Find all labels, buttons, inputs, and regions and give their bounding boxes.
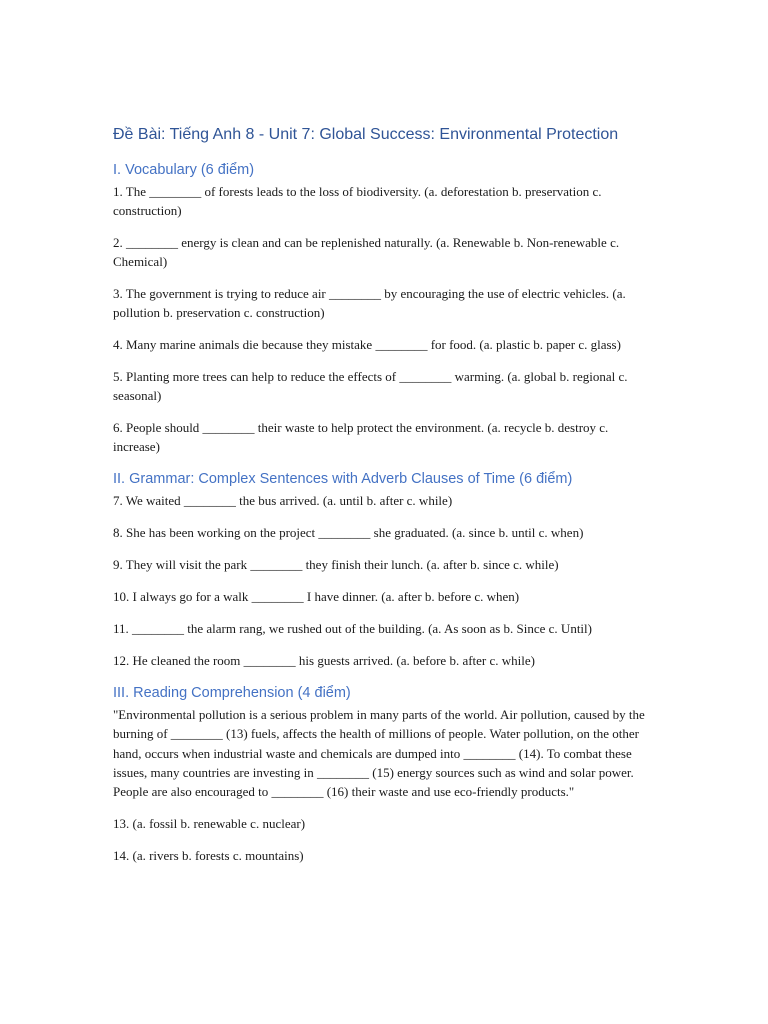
question-2: 2. ________ energy is clean and can be replenished naturally. (a. Renewable b. Non-renewable c. Chemical) bbox=[113, 235, 620, 269]
section-heading-grammar: II. Grammar: Complex Sentences with Adverb Clauses of Time (6 điểm) bbox=[113, 471, 573, 487]
question-8: 8. She has been working on the project ________ she graduated. (a. since b. until c. when) bbox=[113, 525, 584, 540]
section-heading-vocabulary: I. Vocabulary (6 điểm) bbox=[113, 162, 255, 178]
question-12: 12. He cleaned the room ________ his guests arrived. (a. before b. after c. while) bbox=[113, 653, 535, 668]
question-3: 3. The government is trying to reduce air ________ by encouraging the use of electric vehicles. (a. pollution b. preservation c. construction) bbox=[113, 286, 626, 320]
question-10: 10. I always go for a walk ________ I have dinner. (a. after b. before c. when) bbox=[113, 589, 520, 604]
document-page bbox=[113, 124, 658, 878]
reading-passage: "Environmental pollution is a serious problem in many parts of the world. Air pollution, caused by the burning of ________ (13) fuels, affects the health of millions of people. Water pollution, on the other hand, occurs when industrial waste and chemicals are dumped into ________ (14). To combat these issues, many countries are investing in ________ (15) energy sources such as wind and solar power. People are also encouraged to ________ (16) their waste and use eco-friendly products." bbox=[113, 707, 645, 800]
question-6: 6. People should ________ their waste to help protect the environment. (a. recycle b. destroy c. increase) bbox=[113, 420, 609, 454]
question-4: 4. Many marine animals die because they mistake ________ for food. (a. plastic b. paper c. glass) bbox=[113, 337, 621, 352]
question-5: 5. Planting more trees can help to reduce the effects of ________ warming. (a. global b. regional c. seasonal) bbox=[113, 369, 628, 403]
section-heading-reading: III. Reading Comprehension (4 điểm) bbox=[113, 685, 351, 701]
question-9: 9. They will visit the park ________ they finish their lunch. (a. after b. since c. while) bbox=[113, 557, 559, 572]
question-13: 13. (a. fossil b. renewable c. nuclear) bbox=[113, 816, 306, 832]
question-7: 7. We waited ________ the bus arrived. (a. until b. after c. while) bbox=[113, 493, 453, 508]
question-14: 14. (a. rivers b. forests c. mountains) bbox=[113, 848, 304, 864]
question-1: 1. The ________ of forests leads to the loss of biodiversity. (a. deforestation b. preservation c. construction) bbox=[113, 184, 602, 218]
document-title: Đề Bài: Tiếng Anh 8 - Unit 7: Global Success: Environmental Protection bbox=[113, 126, 619, 143]
question-11: 11. ________ the alarm rang, we rushed out of the building. (a. As soon as b. Since c. Until) bbox=[113, 621, 592, 636]
